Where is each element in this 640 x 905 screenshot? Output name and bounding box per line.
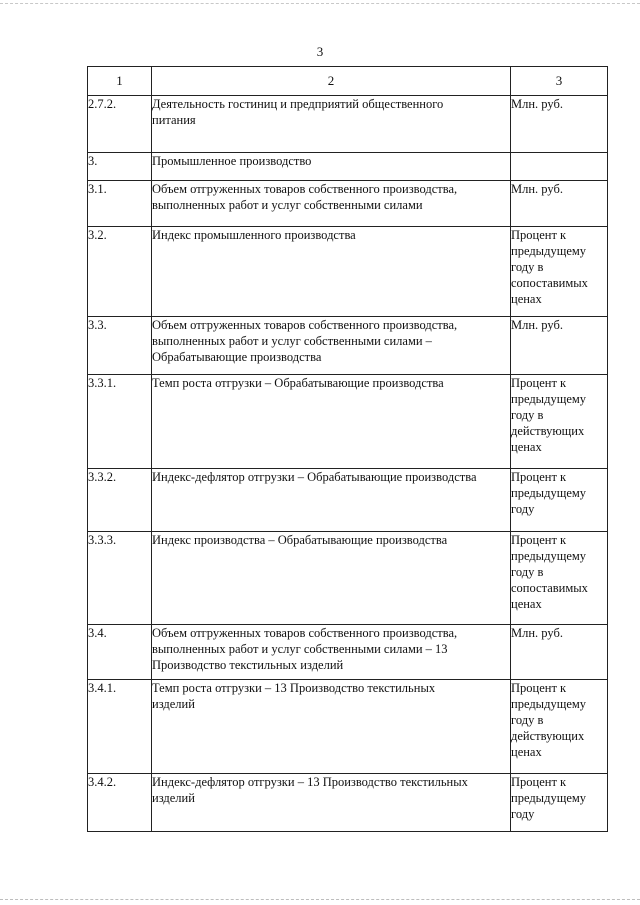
indicator-name-text: Индекс-дефлятор отгрузки – Обрабатывающие производства (152, 470, 477, 484)
unit-text: Процент к предыдущему году в действующих ценах (511, 681, 587, 759)
table-row (88, 227, 608, 317)
table-row (88, 375, 608, 469)
row-number: 3.4.2. (88, 774, 152, 832)
indicator-name (152, 375, 511, 469)
indicator-name (152, 227, 511, 317)
row-number: 3. (88, 153, 152, 181)
unit-of-measure (511, 96, 608, 153)
indicator-name (152, 625, 511, 680)
unit-text: Процент к предыдущему году (511, 775, 587, 821)
unit-of-measure (511, 317, 608, 375)
column-header-1: 1 (88, 67, 152, 96)
row-number: 3.3.3. (88, 532, 152, 625)
unit-text: Млн. руб. (511, 626, 563, 640)
unit-text: Процент к предыдущему году в действующих ценах (511, 376, 587, 454)
table-row (88, 532, 608, 625)
indicator-name (152, 96, 511, 153)
table-row (88, 96, 608, 153)
indicator-name-text: Индекс производства – Обрабатывающие производства (152, 533, 448, 547)
indicator-name-text: Объем отгруженных товаров собственного производства, выполненных работ и услуг собственными силами (152, 182, 458, 212)
unit-of-measure (511, 469, 608, 532)
indicator-name-text: Темп роста отгрузки – 13 Производство текстильных изделий (152, 681, 436, 711)
unit-of-measure (511, 532, 608, 625)
row-number: 3.3. (88, 317, 152, 375)
indicator-name (152, 153, 511, 181)
row-number: 2.7.2. (88, 96, 152, 153)
table-row (88, 153, 608, 181)
indicator-name (152, 469, 511, 532)
page-number: 3 (316, 44, 324, 59)
unit-of-measure (511, 375, 608, 469)
unit-text: Млн. руб. (511, 182, 563, 196)
indicator-name-text: Темп роста отгрузки – Обрабатывающие производства (152, 376, 444, 390)
indicator-name (152, 317, 511, 375)
table-row (88, 469, 608, 532)
row-number: 3.3.2. (88, 469, 152, 532)
table-row (88, 774, 608, 832)
indicator-name-text: Объем отгруженных товаров собственного производства, выполненных работ и услуг собственными силами – 13 Производство текстильных изделий (152, 626, 458, 672)
row-number: 3.4. (88, 625, 152, 680)
indicators-table (87, 66, 608, 832)
table-row (88, 181, 608, 227)
table-row (88, 680, 608, 774)
indicator-name-text: Промышленное производство (152, 154, 312, 168)
indicator-name (152, 181, 511, 227)
unit-text: Млн. руб. (511, 318, 563, 332)
unit-of-measure (511, 227, 608, 317)
indicator-name (152, 532, 511, 625)
indicator-name-text: Деятельность гостиниц и предприятий общественного питания (152, 97, 444, 127)
table-row (88, 625, 608, 680)
unit-of-measure (511, 153, 608, 181)
row-number: 3.1. (88, 181, 152, 227)
unit-text: Процент к предыдущему году (511, 470, 587, 516)
indicator-name (152, 774, 511, 832)
unit-of-measure (511, 181, 608, 227)
column-header-2: 2 (152, 67, 511, 96)
row-number: 3.4.1. (88, 680, 152, 774)
row-number: 3.3.1. (88, 375, 152, 469)
indicator-name (152, 680, 511, 774)
scan-edge-bottom (0, 899, 640, 900)
indicator-name-text: Индекс-дефлятор отгрузки – 13 Производство текстильных изделий (152, 775, 468, 805)
scan-edge-top (0, 3, 640, 4)
row-number: 3.2. (88, 227, 152, 317)
unit-of-measure (511, 774, 608, 832)
table-row (88, 317, 608, 375)
indicator-name-text: Объем отгруженных товаров собственного производства, выполненных работ и услуг собственными силами – Обрабатывающие производства (152, 318, 458, 364)
table-header-row (88, 67, 608, 96)
unit-of-measure (511, 680, 608, 774)
unit-of-measure (511, 625, 608, 680)
column-header-3: 3 (511, 67, 608, 96)
unit-text: Процент к предыдущему году в сопоставимых ценах (511, 228, 588, 306)
indicator-name-text: Индекс промышленного производства (152, 228, 356, 242)
unit-text: Процент к предыдущему году в сопоставимых ценах (511, 533, 588, 611)
unit-text: Млн. руб. (511, 97, 563, 111)
